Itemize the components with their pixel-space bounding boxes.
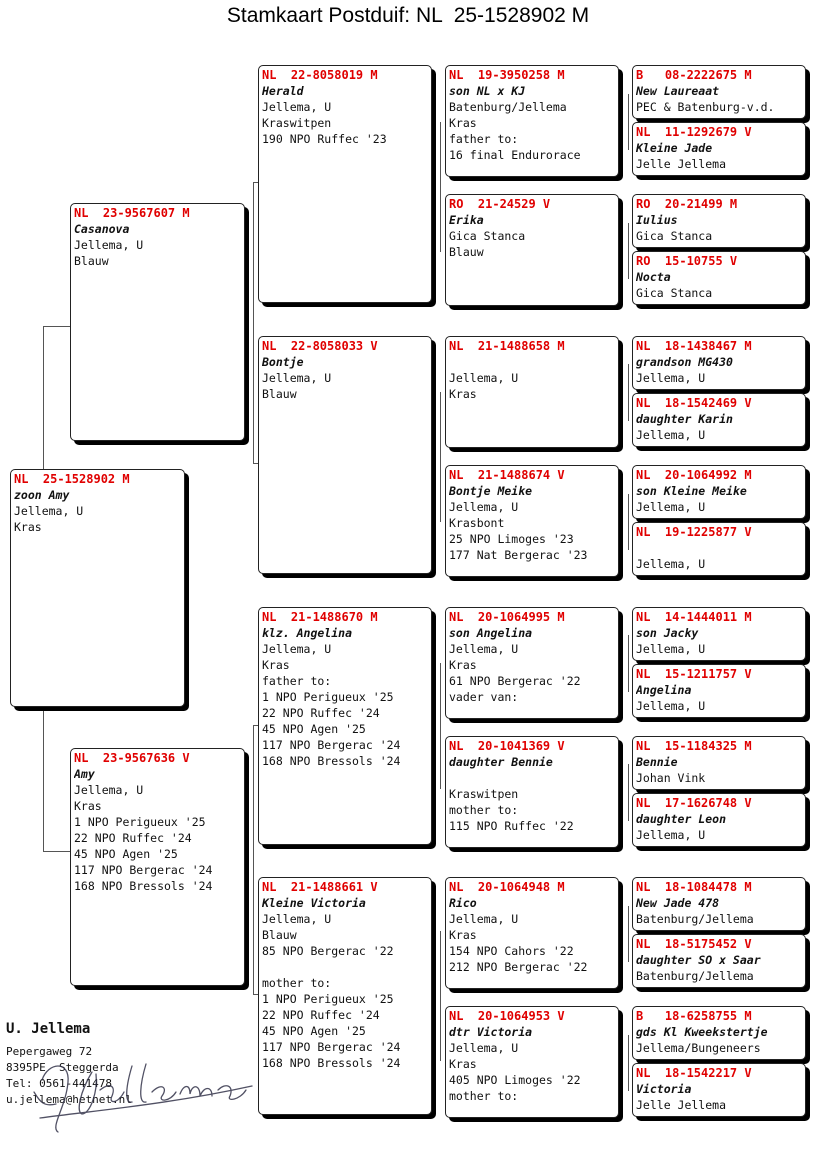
connector [628, 764, 629, 821]
pigeon-name: Casanova [74, 222, 130, 236]
pigeon-name: New Laureaat [636, 84, 720, 98]
pigeon-info-line: Jellema, U [449, 1041, 519, 1055]
pigeon-info-line: Kras [449, 387, 477, 401]
pigeon-info-line: Jellema, U [636, 828, 706, 842]
pigeon-card-gen3[interactable] [445, 1006, 619, 1118]
ring-number: NL 18-1542217 V [636, 1066, 752, 1080]
pigeon-info-line: 168 NPO Bressols '24 [74, 879, 213, 893]
ring-number: NL 21-1488658 M [449, 339, 565, 353]
pigeon-card-sire[interactable] [70, 203, 245, 441]
pigeon-card-gen4[interactable] [632, 736, 806, 790]
pigeon-name: dtr Victoria [449, 1025, 533, 1039]
ring-number: NL 17-1626748 V [636, 796, 752, 810]
pigeon-info-line: 61 NPO Bergerac '22 [449, 674, 581, 688]
ring-number: NL 18-1438467 M [636, 339, 752, 353]
pigeon-info-line: Jellema, U [636, 699, 706, 713]
pigeon-info-line: Johan Vink [636, 771, 706, 785]
pigeon-card-granddam-maternal[interactable] [258, 877, 432, 1115]
ring-number: NL 20-1064992 M [636, 468, 752, 482]
pigeon-name: Amy [74, 767, 95, 781]
connector [628, 1035, 629, 1091]
pigeon-card-subject[interactable] [10, 469, 185, 707]
pigeon-info-line: Jellema, U [636, 428, 706, 442]
pigeon-info-line: Blauw [262, 387, 297, 401]
pigeon-info-line: 1 NPO Perigueux '25 [262, 690, 394, 704]
pigeon-info-line: Blauw [262, 928, 297, 942]
pigeon-info-line: Kras [449, 658, 477, 672]
connector [628, 223, 629, 279]
pigeon-info-line: 177 Nat Bergerac '23 [449, 548, 588, 562]
connector [440, 392, 441, 522]
connector [628, 94, 629, 150]
pigeon-info-line: Jellema, U [74, 783, 144, 797]
page-title: Stamkaart Postduif: NL 25-1528902 M [226, 4, 590, 27]
pigeon-name: Iulius [636, 213, 678, 227]
pigeon-name: daughter SO x Saar [636, 953, 761, 967]
pigeon-info-line [449, 770, 615, 786]
ring-number: NL 20-1064995 M [449, 610, 565, 624]
pigeon-card-gen4[interactable] [632, 664, 806, 718]
connector [440, 122, 441, 252]
ring-number: NL 22-8058019 M [262, 68, 378, 82]
pigeon-info-line: 115 NPO Ruffec '22 [449, 819, 574, 833]
pigeon-card-gen4[interactable] [632, 465, 806, 519]
connector [628, 494, 629, 550]
pigeon-info-line: mother to: [449, 803, 519, 817]
pigeon-info-line: Batenburg/Jellema [636, 912, 754, 926]
pigeon-info-line: 190 NPO Ruffec '23 [262, 132, 387, 146]
pigeon-info-line: Jellema, U [449, 642, 519, 656]
ring-number: NL 11-1292679 V [636, 125, 752, 139]
pigeon-info-line: 16 final Endurorace [449, 148, 581, 162]
ring-number: RO 15-10755 V [636, 254, 738, 268]
pigeon-info-line: Kras [449, 1057, 477, 1071]
pigeon-name: son Jacky [636, 626, 699, 640]
pigeon-card-dam[interactable] [70, 748, 245, 986]
pigeon-info-line: Jelle Jellema [636, 1098, 727, 1112]
pigeon-info-line: Jelle Jellema [636, 157, 727, 171]
ring-number: NL 25-1528902 M [14, 472, 130, 486]
pigeon-info-line: Kras [262, 658, 290, 672]
pigeon-info-line: 45 NPO Agen '25 [262, 1024, 366, 1038]
pigeon-name: zoon Amy [14, 488, 70, 502]
pigeon-info-line: 25 NPO Limoges '23 [449, 532, 574, 546]
pigeon-info-line [262, 959, 428, 975]
owner-email[interactable]: u.jellema@hetnet.nl [6, 1093, 132, 1106]
pigeon-info-line: vader van: [449, 690, 519, 704]
owner-phone: Tel: 0561-441478 [6, 1077, 112, 1090]
connector [43, 326, 70, 327]
pigeon-info-line: Jellema, U [14, 504, 84, 518]
pigeon-card-grandsire-maternal[interactable] [258, 607, 432, 845]
pigeon-info-line: 45 NPO Agen '25 [74, 847, 178, 861]
pigeon-name: Bennie [636, 755, 678, 769]
ring-number: NL 15-1184325 M [636, 739, 752, 753]
pigeon-card-gen3[interactable] [445, 336, 619, 448]
ring-number: NL 22-8058033 V [262, 339, 378, 353]
pigeon-name: Rico [449, 896, 477, 910]
pigeon-name: grandson MG430 [636, 355, 733, 369]
pigeon-info-line: mother to: [262, 976, 332, 990]
pigeon-info-line: Jellema, U [636, 500, 706, 514]
owner-name: U. Jellema [6, 1021, 91, 1037]
connector [253, 725, 254, 995]
pigeon-name: New Jade 478 [636, 896, 720, 910]
pigeon-card-granddam-paternal[interactable] [258, 336, 432, 574]
pigeon-info-line: Batenburg/Jellema [636, 969, 754, 983]
pigeon-info-line: 1 NPO Perigueux '25 [74, 815, 206, 829]
pigeon-info-line: Kraswitpen [449, 787, 519, 801]
pigeon-info-line: Blauw [449, 245, 484, 259]
signature-icon [20, 1052, 260, 1137]
pigeon-info-line: Jellema, U [262, 642, 332, 656]
ring-number: NL 14-1444011 M [636, 610, 752, 624]
pigeon-info-line: 1 NPO Perigueux '25 [262, 992, 394, 1006]
pigeon-card-gen4[interactable] [632, 65, 806, 119]
pigeon-info-line: Jellema, U [262, 912, 332, 926]
pigeon-name: Erika [449, 213, 484, 227]
pigeon-info-line: 117 NPO Bergerac '24 [262, 1040, 401, 1054]
pigeon-name: Kleine Victoria [262, 896, 366, 910]
connector [440, 663, 441, 789]
pigeon-info-line: Gica Stanca [636, 229, 713, 243]
pigeon-info-line: Jellema, U [449, 371, 519, 385]
ring-number: RO 21-24529 V [449, 197, 551, 211]
pigeon-info-line: Jellema, U [449, 500, 519, 514]
pigeon-info-line: Blauw [74, 254, 109, 268]
pigeon-name: Victoria [636, 1082, 692, 1096]
pigeon-info-line: Krasbont [449, 516, 505, 530]
pigeon-info-line: Kras [449, 928, 477, 942]
pigeon-info-line: Jellema, U [636, 371, 706, 385]
ring-number: NL 18-1084478 M [636, 880, 752, 894]
pigeon-info-line: 405 NPO Limoges '22 [449, 1073, 581, 1087]
pigeon-card-gen4[interactable] [632, 336, 806, 390]
pigeon-info-line: 22 NPO Ruffec '24 [74, 831, 192, 845]
pigeon-card-gen4[interactable] [632, 522, 806, 576]
pigeon-card-gen4[interactable] [632, 877, 806, 931]
pigeon-info-line: Jellema/Bungeneers [636, 1041, 761, 1055]
pigeon-info-line: 85 NPO Bergerac '22 [262, 944, 394, 958]
pigeon-info-line: Jellema, U [262, 100, 332, 114]
pigeon-card-gen3[interactable] [445, 194, 619, 306]
connector [253, 182, 254, 464]
pigeon-card-grandsire-paternal[interactable] [258, 65, 432, 303]
pigeon-info-line: Gica Stanca [636, 286, 713, 300]
connector [628, 364, 629, 421]
ring-number: B 18-6258755 M [636, 1009, 752, 1023]
pigeon-card-gen4[interactable] [632, 194, 806, 248]
pigeon-info-line: 168 NPO Bressols '24 [262, 1056, 401, 1070]
pigeon-name: Angelina [636, 683, 692, 697]
pigeon-card-gen4[interactable] [632, 251, 806, 305]
ring-number: NL 20-1041369 V [449, 739, 565, 753]
ring-number: NL 20-1064953 V [449, 1009, 565, 1023]
ring-number: NL 18-5175452 V [636, 937, 752, 951]
pigeon-info-line: Kras [14, 520, 42, 534]
ring-number: NL 15-1211757 V [636, 667, 752, 681]
pigeon-name [636, 540, 802, 556]
pigeon-info-line: Kras [74, 799, 102, 813]
pigeon-name: daughter Karin [636, 412, 733, 426]
pigeon-info-line: 212 NPO Bergerac '22 [449, 960, 588, 974]
ring-number: NL 23-9567636 V [74, 751, 190, 765]
pigeon-info-line: mother to: [449, 1089, 519, 1103]
pigeon-card-gen4[interactable] [632, 122, 806, 176]
pigeon-name: Kleine Jade [636, 141, 713, 155]
ring-number: RO 20-21499 M [636, 197, 738, 211]
pigeon-card-gen4[interactable] [632, 793, 806, 847]
ring-number: NL 21-1488661 V [262, 880, 378, 894]
pigeon-info-line: 154 NPO Cahors '22 [449, 944, 574, 958]
ring-number: NL 18-1542469 V [636, 396, 752, 410]
pigeon-info-line: PEC & Batenburg-v.d. [636, 100, 775, 114]
pigeon-info-line: Jellema, U [74, 238, 144, 252]
ring-number: NL 19-1225877 V [636, 525, 752, 539]
pigeon-name: daughter Leon [636, 812, 727, 826]
pigeon-name: son Angelina [449, 626, 533, 640]
pigeon-info-line: Kraswitpen [262, 116, 332, 130]
pigeon-card-gen3[interactable] [445, 65, 619, 177]
pigeon-info-line: Jellema, U [636, 557, 706, 571]
pigeon-card-gen3[interactable] [445, 736, 619, 848]
pigeon-card-gen3[interactable] [445, 607, 619, 719]
pigeon-card-gen4[interactable] [632, 934, 806, 988]
pigeon-info-line: 117 NPO Bergerac '24 [262, 738, 401, 752]
ring-number: B 08-2222675 M [636, 68, 752, 82]
pigeon-info-line: father to: [262, 674, 332, 688]
pigeon-name: son NL x KJ [449, 84, 526, 98]
pigeon-info-line: Kras [449, 116, 477, 130]
pigeon-info-line: 22 NPO Ruffec '24 [262, 706, 380, 720]
pigeon-info-line: 117 NPO Bergerac '24 [74, 863, 213, 877]
pigeon-info-line: 22 NPO Ruffec '24 [262, 1008, 380, 1022]
pigeon-name: son Kleine Meike [636, 484, 747, 498]
pigeon-name: daughter Bennie [449, 755, 553, 769]
connector [440, 931, 441, 1061]
pigeon-info-line: Jellema, U [262, 371, 332, 385]
ring-number: NL 20-1064948 M [449, 880, 565, 894]
pigeon-name: Nocta [636, 270, 671, 284]
pigeon-name: Herald [262, 84, 304, 98]
pigeon-card-gen3[interactable] [445, 877, 619, 989]
ring-number: NL 23-9567607 M [74, 206, 190, 220]
pigeon-card-gen4[interactable] [632, 393, 806, 447]
owner-postcode: 8395PE Steggerda [6, 1061, 119, 1074]
pigeon-card-gen4[interactable] [632, 607, 806, 661]
pigeon-card-gen4[interactable] [632, 1006, 806, 1060]
connector [628, 906, 629, 962]
pigeon-name [449, 354, 615, 370]
connector [43, 851, 70, 852]
pigeon-card-gen4[interactable] [632, 1063, 806, 1117]
pigeon-card-gen3[interactable] [445, 465, 619, 577]
pigeon-name: Bontje Meike [449, 484, 533, 498]
pigeon-info-line: 45 NPO Agen '25 [262, 722, 366, 736]
owner-address: Pepergaweg 72 [6, 1045, 93, 1058]
ring-number: NL 21-1488670 M [262, 610, 378, 624]
pigeon-info-line: Batenburg/Jellema [449, 100, 567, 114]
ring-number: NL 19-3950258 M [449, 68, 565, 82]
pigeon-info-line: Jellema, U [449, 912, 519, 926]
pigeon-name: klz. Angelina [262, 626, 353, 640]
pigeon-name: Bontje [262, 355, 304, 369]
pigeon-info-line: Gica Stanca [449, 229, 526, 243]
pigeon-info-line: Jellema, U [636, 642, 706, 656]
ring-number: NL 21-1488674 V [449, 468, 565, 482]
pigeon-info-line: 168 NPO Bressols '24 [262, 754, 401, 768]
pigeon-info-line: father to: [449, 132, 519, 146]
pigeon-name: gds Kl Kweekstertje [636, 1025, 768, 1039]
connector [628, 635, 629, 692]
